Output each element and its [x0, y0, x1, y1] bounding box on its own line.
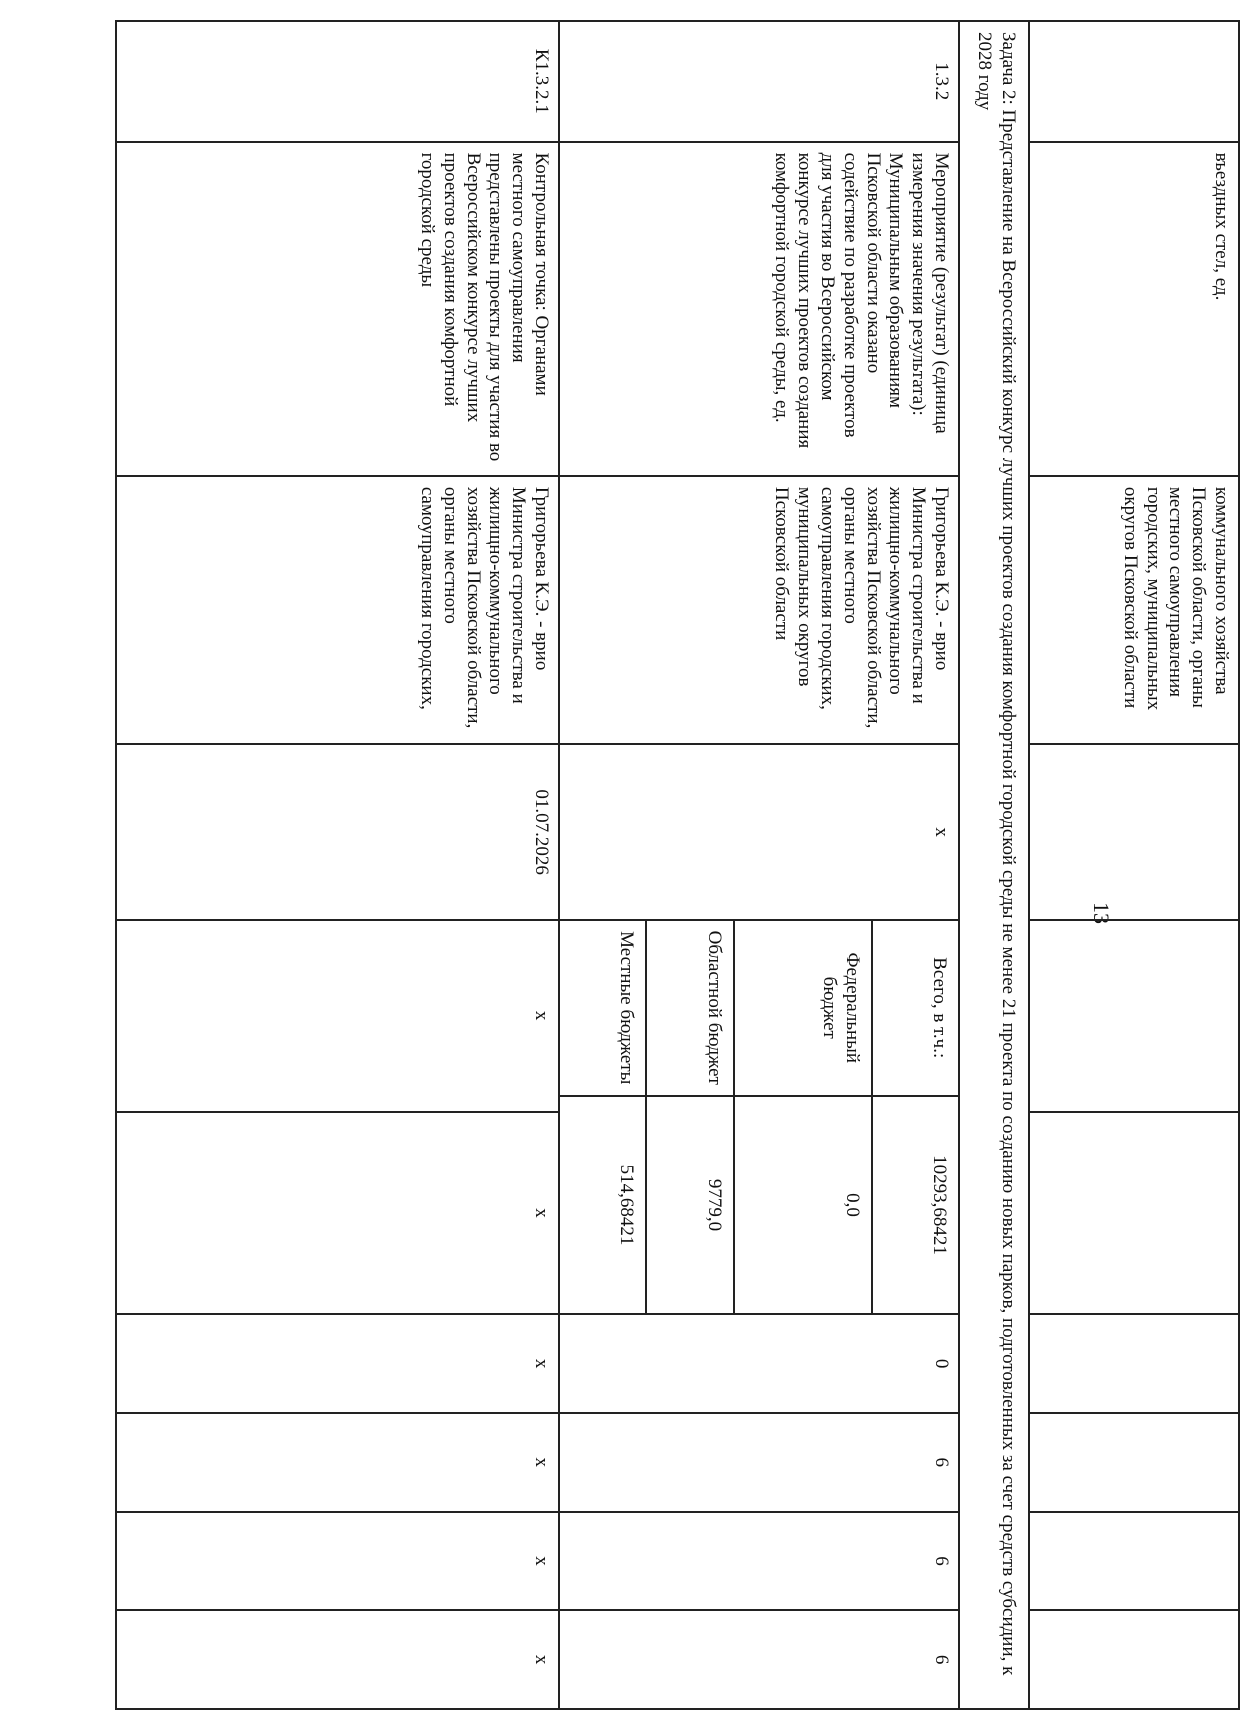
funding-row [734, 921, 872, 1314]
funding-sources [559, 920, 959, 1315]
row-2025: 0 [559, 1314, 959, 1413]
row-source: x [116, 920, 559, 1112]
row-2025 [1029, 1314, 1239, 1413]
funding-label: Областной бюджет [646, 921, 734, 1096]
row-2025: x [116, 1314, 559, 1413]
row-name: Мероприятие (результат) (единица измерения значения результата): Муниципальным образованиям Псковской области оказано содействие по разработке проектов для участия во Всероссийском конкурсе лучших проектов создания комфортной городской среды, ед. [559, 142, 959, 476]
row-2027: x [116, 1512, 559, 1611]
row-2028: x [116, 1610, 559, 1709]
funding-table [560, 921, 958, 1314]
funding-row [872, 921, 958, 1314]
funding-value: 10293,68421 [872, 1096, 958, 1314]
row-source [1029, 920, 1239, 1112]
funding-value: 9779,0 [646, 1096, 734, 1314]
row-2028 [1029, 1610, 1239, 1709]
funding-label: Всего, в т.ч.: [872, 921, 958, 1096]
row-number [1029, 21, 1239, 142]
funding-label: Федеральный бюджет [734, 921, 872, 1096]
row-number: К1.3.2.1 [116, 21, 559, 142]
row-2027 [1029, 1512, 1239, 1611]
landscape-sheet [115, 20, 1240, 1710]
table-row [559, 21, 959, 1709]
row-date [1029, 744, 1239, 919]
row-name: въездных стел, ед. [1029, 142, 1239, 476]
row-number: 1.3.2 [559, 21, 959, 142]
row-2026 [1029, 1413, 1239, 1512]
funding-row [560, 921, 646, 1314]
page-number: 13 [1089, 902, 1114, 924]
row-responsible: коммунального хозяйства Псковской области, органы местного самоуправления городских, муниципальных округов Псковской области [1029, 476, 1239, 745]
row-amount: x [116, 1112, 559, 1315]
table-row [116, 21, 559, 1709]
task-text: Задача 2: Представление на Всероссийский конкурс лучших проектов создания комфортной городской среды не менее 21 проекта по созданию новых парков, подготовленных за счет средств субсидии, к 2028 году [959, 21, 1029, 1709]
funding-value: 514,68421 [616, 1164, 638, 1246]
plan-table [115, 20, 1240, 1710]
row-date: x [559, 744, 959, 919]
row-name: Контрольная точка: Органами местного самоуправления представлены проекты для участия во Всероссийском конкурсе лучших проектов создания комфортной городской среды [116, 142, 559, 476]
row-amount [1029, 1112, 1239, 1315]
row-date: 01.07.2026 [116, 744, 559, 919]
row-2026: 6 [559, 1413, 959, 1512]
row-responsible: Григорьева К.Э. - врио Министра строительства и жилищно-коммунального хозяйства Псковской области, органы местного самоуправления городских, [116, 476, 559, 745]
funding-value: 0,0 [734, 1096, 872, 1314]
funding-label: Местные бюджеты [560, 921, 646, 1096]
row-responsible: Григорьева К.Э. - врио Министра строительства и жилищно-коммунального хозяйства Псковской области, органы местного самоуправления городских, муниципальных округов Псковской области [559, 476, 959, 745]
funding-row [646, 921, 734, 1314]
task-row [959, 21, 1029, 1709]
table-row [1029, 21, 1239, 1709]
row-2026: x [116, 1413, 559, 1512]
row-2028: 6 [559, 1610, 959, 1709]
row-2027: 6 [559, 1512, 959, 1611]
